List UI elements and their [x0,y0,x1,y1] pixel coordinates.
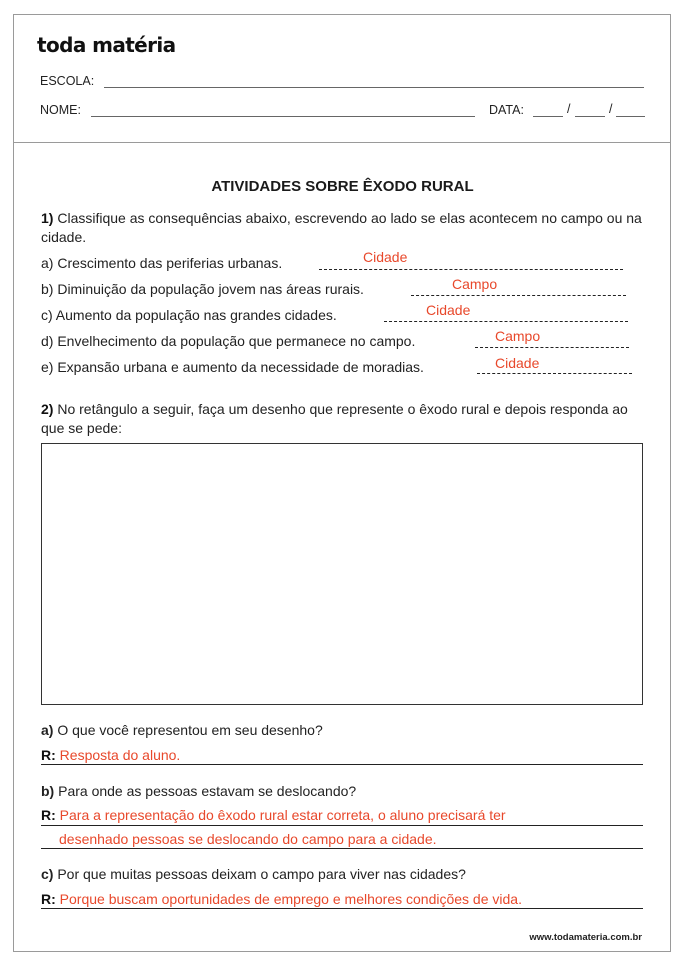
item-a: a) Crescimento das periferias urbanas. [41,255,283,271]
header-divider [13,142,671,143]
item-c: c) Aumento da população nas grandes cidades. [41,307,337,323]
drawing-area[interactable] [41,443,643,705]
answer-line-a[interactable] [319,269,623,270]
subquestion-a [41,722,323,738]
response-text: Resposta do aluno. [59,747,181,763]
escola-label: ESCOLA: [40,74,95,88]
response-label: R: [41,747,56,763]
subquestion-text: O que você representou em seu desenho? [57,722,323,738]
response-text: desenhado pessoas se deslocando do campo para a cidade. [59,831,437,847]
subquestion-letter: c) [41,866,54,882]
subquestion-letter: b) [41,783,55,799]
subquestion-c [41,866,466,882]
date-separator: / [567,102,571,116]
response-a [41,747,180,763]
page-title: ATIVIDADES SOBRE ÊXODO RURAL [211,178,474,195]
answer-a: Cidade [363,249,408,265]
nome-label: NOME: [40,103,81,117]
response-b [41,807,506,823]
answer-b: Campo [452,276,498,292]
subquestion-b [41,783,356,799]
subquestion-text: Por que muitas pessoas deixam o campo para viver nas cidades? [57,866,466,882]
response-b-continued [59,831,437,847]
response-label: R: [41,807,56,823]
answer-line-c[interactable] [384,321,628,322]
escola-field[interactable] [104,87,644,88]
response-line[interactable] [41,825,643,826]
data-label: DATA: [489,103,524,117]
response-text: Para a representação do êxodo rural estar correta, o aluno precisará ter [59,807,506,823]
item-b: b) Diminuição da população jovem nas áreas rurais. [41,281,364,297]
date-month-field[interactable] [575,116,605,117]
date-day-field[interactable] [533,116,563,117]
response-line[interactable] [41,848,643,849]
date-separator: / [609,102,613,116]
question-number: 1) [41,210,54,226]
answer-d: Campo [495,328,541,344]
answer-line-b[interactable] [411,295,626,296]
answer-line-d[interactable] [475,347,629,348]
response-c [41,891,522,907]
question-text: No retângulo a seguir, faça um desenho que represente o êxodo rural e depois responda ao que se pede: [41,401,628,436]
answer-c: Cidade [426,302,471,318]
response-line[interactable] [41,764,643,765]
response-label: R: [41,891,56,907]
subquestion-text: Para onde as pessoas estavam se deslocando? [58,783,357,799]
logo: toda matéria [37,33,176,57]
question-1 [41,209,646,247]
answer-e: Cidade [495,355,540,371]
footer-url[interactable]: www.todamateria.com.br [529,932,642,943]
item-e: e) Expansão urbana e aumento da necessidade de moradias. [41,359,424,375]
date-year-field[interactable] [616,116,645,117]
response-line[interactable] [41,908,643,909]
question-text: Classifique as consequências abaixo, escrevendo ao lado se elas acontecem no campo ou na cidade. [41,210,642,245]
question-number: 2) [41,401,54,417]
answer-line-e[interactable] [477,373,632,374]
response-text: Porque buscam oportunidades de emprego e melhores condições de vida. [59,891,522,907]
item-d: d) Envelhecimento da população que permanece no campo. [41,333,416,349]
nome-field[interactable] [91,116,475,117]
subquestion-letter: a) [41,722,54,738]
question-2 [41,400,631,438]
